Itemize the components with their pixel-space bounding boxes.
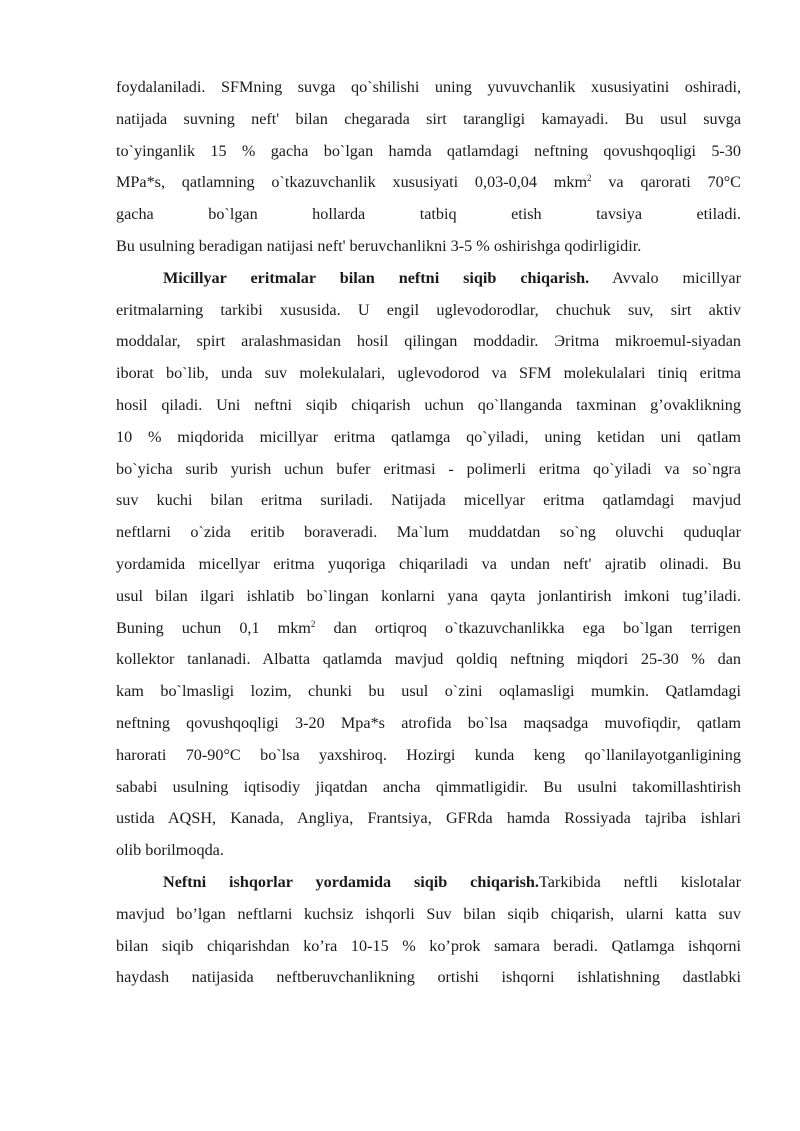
text-line: suv kuchi bilan eritma suriladi. Natijada micellyar eritma qatlamdagi mavjud	[116, 491, 741, 510]
text-line: gacha bo`lgan hollarda tatbiq etish tavsiya etiladi.	[116, 205, 741, 224]
text-line	[116, 867, 741, 899]
text-line: hosil qiladi. Uni neftni siqib chiqarish uchun qo`llanganda taxminan g’ovaklikning	[116, 395, 741, 414]
paragraph-1	[116, 72, 741, 263]
text-line: sababi usulning iqtisodiy jiqatdan ancha qimmatligidir. Bu usulni takomillashtirish	[116, 777, 741, 796]
text-line: neftlarni o`zida eritib boraveradi. Ma`lum muddatdan so`ng oluvchi quduqlar	[116, 523, 741, 542]
text-line: kam bo`lmasligi lozim, chunki bu usul o`zini oqlamasligi mumkin. Qatlamdagi	[116, 682, 741, 701]
text-line: mavjud bo’lgan neftlarni kuchsiz ishqorli Suv bilan siqib chiqarish, ularni katta suv	[116, 904, 741, 923]
text-line: haydash natijasida neftberuvchanlikning ortishi ishqorni ishlatishning dastlabki	[116, 968, 741, 987]
text-line: yordamida micellyar eritma yuqoriga chiqariladi va undan neft' ajratib olinadi. Bu	[116, 554, 741, 573]
text-line	[116, 263, 741, 295]
document-page	[116, 72, 741, 994]
text-line: eritmalarning tarkibi xususida. U engil uglevodorodlar, chuchuk suv, sirt aktiv	[116, 300, 741, 319]
text-line: olib borilmoqda.	[116, 841, 224, 860]
text-line: to`yinganlik 15 % gacha bo`lgan hamda qatlamdagi neftning qovushqoqligi 5-30	[116, 141, 741, 160]
text-fragment: Avvalo micillyar	[589, 268, 741, 287]
text-fragment: dan ortiqroq o`tkazuvchanlikka ega bo`lgan terrigen	[315, 618, 741, 637]
paragraph-3	[116, 867, 741, 994]
text-line: foydalaniladi. SFMning suvga qo`shilishi uning yuvuvchanlik xususiyatini oshiradi,	[116, 78, 741, 96]
text-line: bo`yicha surib yurish uchun bufer eritmasi - polimerli eritma qo`yiladi va so`ngra	[116, 459, 741, 478]
superscript: 2	[587, 173, 592, 184]
text-fragment: MPa*s, qatlamning o`tkazuvchanlik xususiyati 0,03-0,04 mkm	[116, 173, 588, 192]
text-fragment: va qarorati 70°C	[591, 173, 741, 192]
text-line: usul bilan ilgari ishlatib bo`lingan konlarni yana qayta jonlantirish imkoni tug’iladi.	[116, 586, 741, 605]
paragraph-2	[116, 263, 741, 867]
text-fragment: Tarkibida neftli kislotalar	[538, 872, 741, 891]
text-line: natijada suvning neft' bilan chegarada sirt tarangligi kamayadi. Bu usul suvga	[116, 109, 741, 128]
text-line: Bu usulning beradigan natijasi neft' beruvchanlikni 3-5 % oshirishga qodirligidir.	[116, 236, 642, 255]
text-line: kollektor tanlanadi. Albatta qatlamda mavjud qoldiq neftning miqdori 25-30 % dan	[116, 650, 741, 669]
text-line: moddalar, spirt aralashmasidan hosil qilingan moddadir. Эritma mikroemul-siyadan	[116, 332, 741, 351]
text-line: iborat bo`lib, unda suv molekulalari, uglevodorod va SFM molekulalari tiniq eritma	[116, 364, 741, 383]
text-line: 10 % miqdorida micillyar eritma qatlamga qo`yiladi, uning ketidan uni qatlam	[116, 427, 741, 446]
text-line	[116, 613, 741, 645]
text-line	[116, 167, 741, 199]
text-line: neftning qovushqoqligi 3-20 Mpa*s atrofida bo`lsa maqsadga muvofiqdir, qatlam	[116, 713, 741, 732]
section-heading: Micillyar eritmalar bilan neftni siqib chiqarish.	[163, 268, 590, 287]
text-line: ustida AQSH, Kanada, Angliya, Frantsiya, GFRda hamda Rossiyada tajriba ishlari	[116, 809, 741, 828]
superscript: 2	[310, 618, 316, 629]
text-fragment: Buning uchun 0,1 mkm	[116, 618, 311, 637]
text-line: bilan siqib chiqarishdan ko’ra 10-15 % ko’prok samara beradi. Qatlamga ishqorni	[116, 936, 741, 955]
section-heading: Neftni ishqorlar yordamida siqib chiqarish.	[163, 872, 539, 891]
text-line: harorati 70-90°C bo`lsa yaxshiroq. Hozirgi kunda keng qo`llanilayotganligining	[116, 745, 741, 764]
